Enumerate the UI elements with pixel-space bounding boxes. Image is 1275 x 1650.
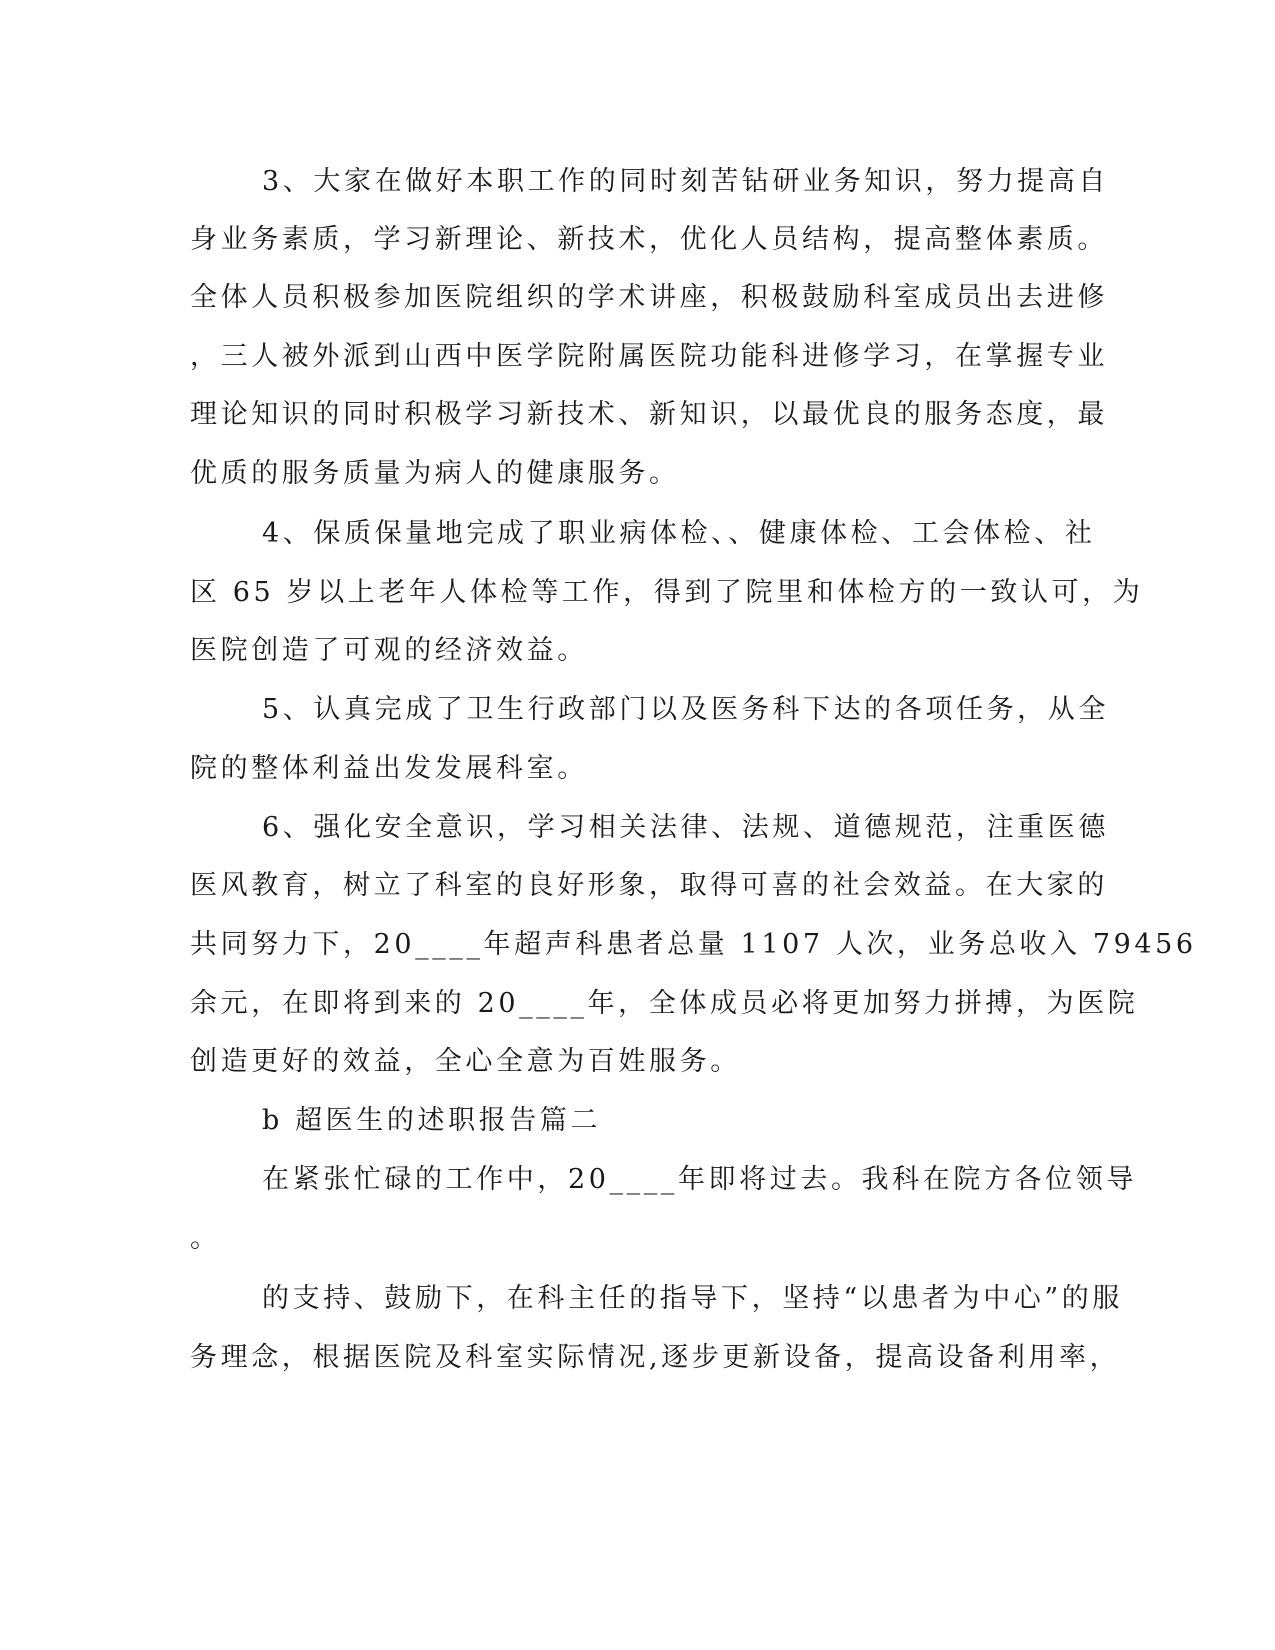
paragraph-3-line-4: ，三人被外派到山西中医学院附属医院功能科进修学习，在掌握专业	[190, 341, 1108, 372]
paragraph-5-line-2: 院的整体利益出发发展科室。	[190, 753, 588, 784]
paragraph-7-line-1: 在紧张忙碌的工作中，20____年即将过去。我科在院方各位领导	[262, 1164, 1137, 1195]
paragraph-6-line-2: 医风教育，树立了科室的良好形象，取得可喜的社会效益。在大家的	[190, 870, 1108, 901]
paragraph-8-line-2: 务理念，根据医院及科室实际情况,逐步更新设备，提高设备利用率，	[190, 1342, 1121, 1373]
paragraph-7-line-2: 。	[190, 1223, 221, 1254]
paragraph-4-line-2: 区 65 岁以上老年人体检等工作，得到了院里和体检方的一致认可，为	[190, 577, 1144, 608]
paragraph-3-line-3: 全体人员积极参加医院组织的学术讲座，积极鼓励科室成员出去进修	[190, 282, 1108, 313]
paragraph-3-line-6: 优质的服务质量为病人的健康服务。	[190, 458, 680, 489]
paragraph-6-line-4: 余元，在即将到来的 20____年，全体成员必将更加努力拼搏，为医院	[190, 988, 1139, 1019]
paragraph-6-line-5: 创造更好的效益，全心全意为百姓服务。	[190, 1046, 741, 1077]
section-heading: b 超医生的述职报告篇二	[262, 1105, 602, 1136]
paragraph-6-line-1: 6、强化安全意识，学习相关法律、法规、道德规范，注重医德	[262, 812, 1109, 843]
paragraph-4-line-1: 4、保质保量地完成了职业病体检、、健康体检、工会体检、社	[262, 518, 1096, 549]
paragraph-3-line-2: 身业务素质，学习新理论、新技术，优化人员结构，提高整体素质。	[190, 224, 1108, 255]
paragraph-3-line-1: 3、大家在做好本职工作的同时刻苦钻研业务知识，努力提高自	[262, 166, 1109, 197]
paragraph-4-line-3: 医院创造了可观的经济效益。	[190, 635, 588, 666]
paragraph-3-line-5: 理论知识的同时积极学习新技术、新知识，以最优良的服务态度，最	[190, 399, 1108, 430]
paragraph-6-line-3: 共同努力下，20____年超声科患者总量 1107 人次，业务总收入 79456	[190, 929, 1197, 960]
paragraph-8-line-1: 的支持、鼓励下，在科主任的指导下，坚持“以患者为中心”的服	[262, 1283, 1124, 1314]
paragraph-5-line-1: 5、认真完成了卫生行政部门以及医务科下达的各项任务，从全	[262, 694, 1109, 725]
